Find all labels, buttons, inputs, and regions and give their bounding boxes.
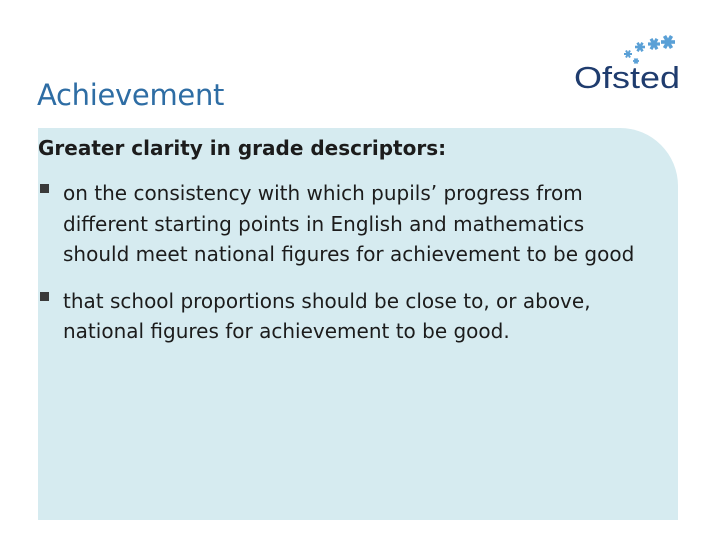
bullet-list [38,178,638,363]
square-bullet-icon [40,184,49,193]
list-item [38,178,638,270]
square-bullet-icon [40,292,49,301]
list-item [38,286,638,347]
subheading: Greater clarity in grade descriptors: [38,136,447,160]
ofsted-logo [572,32,684,92]
logo-text: Ofsted [574,60,680,92]
bullet-text: on the consistency with which pupils’ progress from different starting points in English and mathematics should meet national figures for achievement to be good [63,181,635,266]
bullet-text: that school proportions should be close to, or above, national figures for achievement to be good. [63,288,591,343]
slide-title: Achievement [37,78,225,112]
